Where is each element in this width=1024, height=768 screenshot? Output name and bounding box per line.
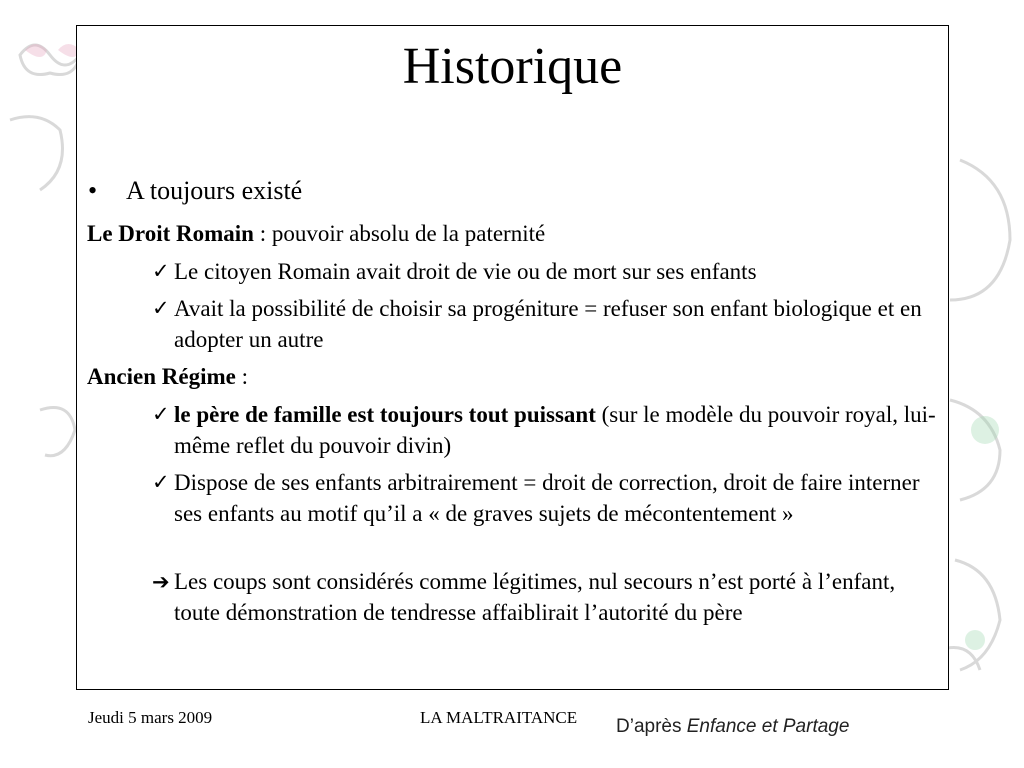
- section-heading-ancien-regime: [87, 362, 248, 392]
- list-item-bold-text: le père de famille est toujours tout puissant: [174, 402, 596, 427]
- section-heading-suffix: :: [235, 364, 248, 389]
- list-item-text: Le citoyen Romain avait droit de vie ou de mort sur ses enfants: [174, 259, 757, 284]
- bullet-marker: •: [88, 176, 98, 205]
- list-item-text: Les coups sont considérés comme légitimes, nul secours n’est porté à l’enfant, toute démonstration de tendresse affaiblirait l’autorité du père: [174, 569, 896, 625]
- intro-bullet: [88, 175, 302, 207]
- footer-source: [616, 716, 849, 738]
- section-heading-suffix: : pouvoir absolu de la paternité: [253, 221, 546, 246]
- footer-source-name: Enfance et Partage: [686, 716, 850, 737]
- checkmark-icon: ✓: [152, 259, 170, 283]
- list-item: [152, 566, 944, 628]
- checkmark-icon: ✓: [152, 402, 170, 426]
- footer-source-prefix: D’après: [616, 716, 687, 737]
- footer-date: Jeudi 5 mars 2009: [88, 708, 213, 727]
- arrow-right-icon: ➔: [152, 570, 170, 594]
- list-item: [152, 399, 944, 461]
- section-heading-droit-romain: [87, 219, 545, 249]
- list-item-text: Avait la possibilité de choisir sa progéniture = refuser son enfant biologique et en adopter un autre: [174, 296, 922, 352]
- list-item: [152, 293, 944, 355]
- section-heading-label: Le Droit Romain: [87, 221, 254, 246]
- list-item-text: (sur le modèle du pouvoir royal, lui-même reflet du pouvoir divin): [174, 402, 936, 458]
- section-heading-label: Ancien Régime: [87, 364, 236, 389]
- footer-title: LA MALTRAITANCE: [420, 708, 578, 727]
- content-box: [76, 141, 949, 690]
- slide-title: Historique: [402, 38, 623, 95]
- list-item-text: Dispose de ses enfants arbitrairement = droit de correction, droit de faire interner ses enfants au motif qu’il a « de graves sujets de mécontentement »: [174, 470, 920, 526]
- title-box: [76, 25, 949, 143]
- checkmark-icon: ✓: [152, 470, 170, 494]
- intro-bullet-text: A toujours existé: [126, 176, 303, 205]
- checkmark-icon: ✓: [152, 296, 170, 320]
- list-item: [152, 256, 944, 287]
- list-item: [152, 467, 944, 529]
